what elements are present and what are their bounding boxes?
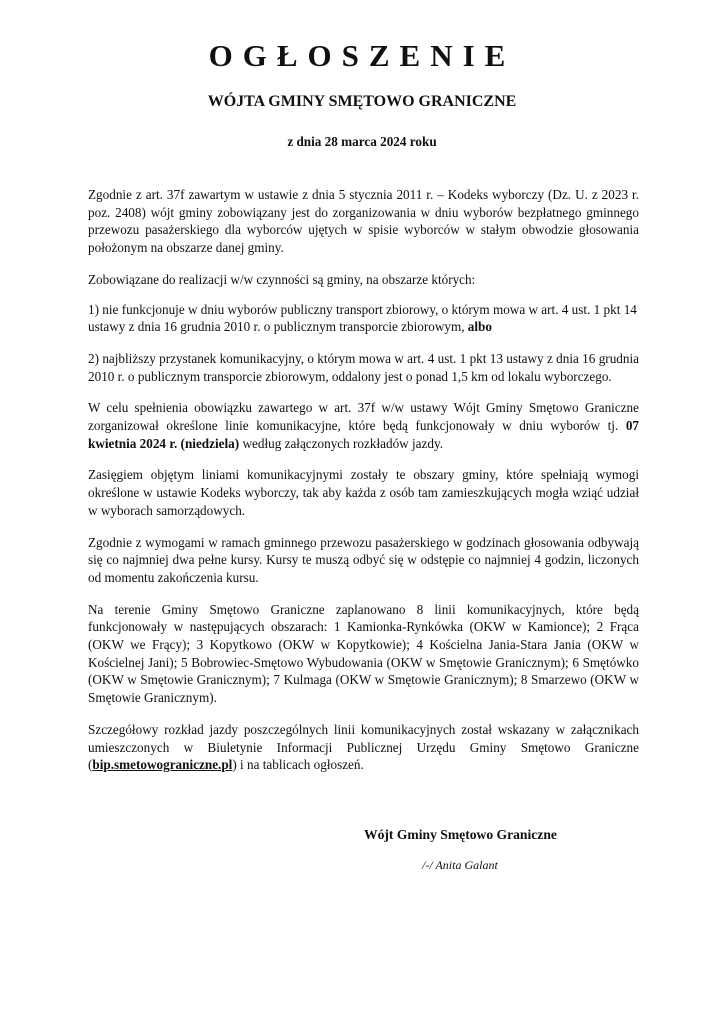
schedule-info-tail: ) i na tablicach ogłoszeń. bbox=[232, 757, 364, 773]
lines-organized-tail: według załączonych rozkładów jazdy. bbox=[239, 435, 443, 451]
paragraph-lines-list: Na terenie Gminy Smętowo Graniczne zaplanowano 8 linii komunikacyjnych, które będą funkcjonowały w następujących obszarach: 1 Kamionka-Rynkówka (OKW w Kamionce); 2 Frąca (OKW we Frący); 3 Kopytkowo (OKW w Kopytkowie); 4 Kościelna Jania-Stara Jania (OKW w Kościelnej Jani); 5 Bobrowiec-Smętowo Wybudowania (OKW w Smętowie Granicznym); 6 Smętówko (OKW w Smętowie Granicznym); 7 Kulmaga (OKW w Smętowie Granicznym); 8 Smarzewo (OKW w Smętowie Granicznym). bbox=[88, 601, 639, 706]
document-date: z dnia 28 marca 2024 roku bbox=[287, 134, 437, 149]
schedule-info-text: Szczegółowy rozkład jazdy poszczególnych linii komunikacyjnych został wskazany w załącznikach umieszczonych w Biuletynie Informacji Publicznej Urzędu Gminy Smętowo Graniczne ( bbox=[88, 721, 639, 773]
paragraph-coverage: Zasięgiem objętym liniami komunikacyjnymi zostały te obszary gminy, które spełniają wymogi określone w ustawie Kodeks wyborczy, tak aby każda z osób tam zamieszkujących mogła wziąć udział w wyborach samorządowych. bbox=[88, 467, 639, 518]
lines-organized-text: W celu spełnienia obowiązku zawartego w art. 37f w/w ustawy Wójt Gminy Smętowo Graniczne zorganizował określone linie komunikacyjne, które będą funkcjonowały w dniu wyborów tj. bbox=[88, 400, 639, 434]
document-title: OGŁOSZENIE bbox=[208, 38, 516, 73]
condition-1-text: 1) nie funkcjonuje w dniu wyborów publiczny transport zbiorowy, o którym mowa w art. 4 ust. 1 pkt 14 ustawy z dnia 16 grudnia 2010 r. o publicznym transporcie zbiorowym, bbox=[88, 301, 637, 335]
paragraph-legal-basis: Zgodnie z art. 37f zawartym w ustawie z dnia 5 stycznia 2011 r. – Kodeks wyborczy (Dz. U. z 2023 r. poz. 2408) wójt gminy zobowiązany jest do zorganizowania w dniu wyborów bezpłatnego gminnego przewozu pasażerskiego dla wyborców ujętych w spisie wyborców w stałym obwodzie głosowania położonym na obszarze danej gminy. bbox=[88, 187, 639, 256]
bip-link[interactable]: bip.smetowograniczne.pl bbox=[92, 757, 233, 773]
document-body bbox=[88, 186, 639, 788]
paragraph-obligated-gminas: Zobowiązane do realizacji w/w czynności są gminy, na obszarze których: bbox=[88, 271, 476, 287]
paragraph-lines-organized bbox=[88, 399, 639, 452]
paragraph-requirements: Zgodnie z wymogami w ramach gminnego przewozu pasażerskiego w godzinach głosowania odbywają się co najmniej dwa pełne kursy. Kursy te muszą odbyć się w odstępie co najmniej 4 godzin, liczonych od momentu zakończenia kursu. bbox=[88, 534, 639, 585]
paragraph-schedule-info bbox=[88, 721, 639, 774]
paragraph-condition-2: 2) najbliższy przystanek komunikacyjny, o którym mowa w art. 4 ust. 1 pkt 13 ustawy z dnia 16 grudnia 2010 r. o publicznym transporcie zbiorowym, oddalony jest o ponad 1,5 km od lokalu wyborczego. bbox=[88, 350, 639, 384]
signature-title: Wójt Gminy Smętowo Graniczne bbox=[364, 827, 557, 842]
paragraph-condition-1 bbox=[88, 301, 639, 336]
condition-1-albo: albo bbox=[467, 319, 492, 335]
election-date: 07 kwietnia 2024 r. (niedziela) bbox=[88, 418, 639, 451]
signer-name: /-/ Anita Galant bbox=[422, 858, 498, 872]
document-subtitle: WÓJTA GMINY SMĘTOWO GRANICZNE bbox=[207, 93, 517, 110]
